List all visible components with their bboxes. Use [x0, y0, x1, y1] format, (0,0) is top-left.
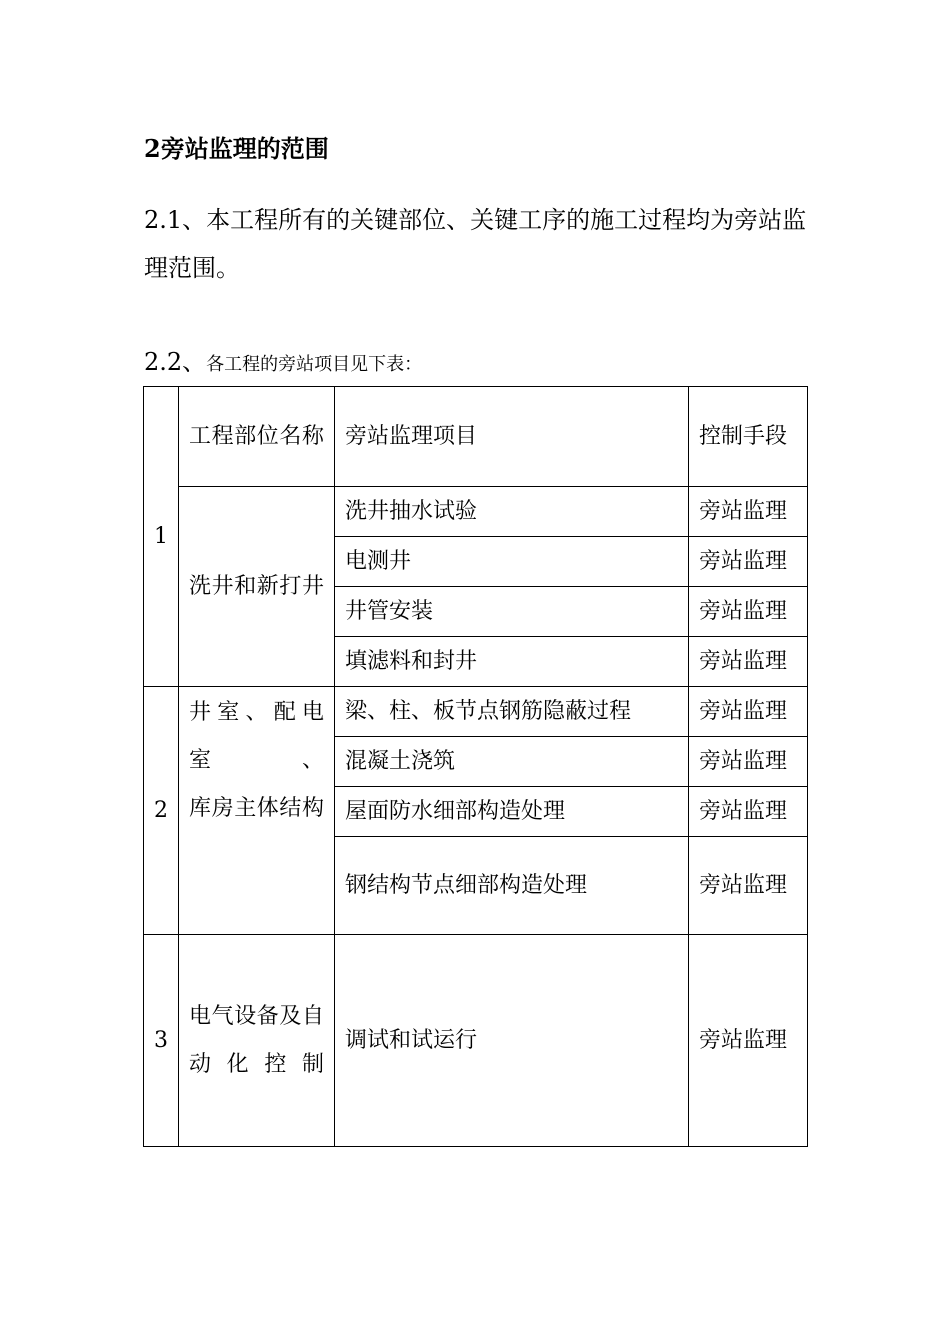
row-number: 1 — [144, 387, 179, 687]
item-cell: 井管安装 — [335, 587, 689, 637]
header-part: 工程部位名称 — [179, 387, 335, 487]
row-number: 2 — [144, 687, 179, 935]
control-cell: 旁站监理 — [689, 737, 808, 787]
part-name: 洗井和新打井 — [179, 487, 335, 687]
control-cell: 旁站监理 — [689, 837, 808, 935]
part-name-line: 井室、配电室、 — [189, 700, 324, 773]
part-name: 电气设备及自动化控制 — [179, 935, 335, 1147]
paragraph-number: 2.2、 — [144, 348, 207, 376]
control-cell: 旁站监理 — [689, 487, 808, 537]
table-row — [144, 687, 808, 737]
item-cell: 屋面防水细部构造处理 — [335, 787, 689, 837]
control-cell: 旁站监理 — [689, 587, 808, 637]
control-cell: 旁站监理 — [689, 935, 808, 1147]
control-cell: 旁站监理 — [689, 637, 808, 687]
paragraph-scope: 2.1、本工程所有的关键部位、关键工序的施工过程均为旁站监理范围。 — [144, 206, 807, 282]
section-heading: 2旁站监理的范围 — [144, 134, 329, 163]
item-cell: 电测井 — [335, 537, 689, 587]
part-name-line: 库房主体结构 — [189, 796, 324, 821]
table-row — [144, 387, 808, 487]
table-row — [144, 935, 808, 1147]
control-cell: 旁站监理 — [689, 787, 808, 837]
item-cell: 混凝土浇筑 — [335, 737, 689, 787]
paragraph-table-intro — [144, 346, 422, 381]
item-cell: 洗井抽水试验 — [335, 487, 689, 537]
paragraph-text: 各工程的旁站项目见下表： — [206, 354, 423, 375]
header-control: 控制手段 — [689, 387, 808, 487]
header-item: 旁站监理项目 — [335, 387, 689, 487]
control-cell: 旁站监理 — [689, 687, 808, 737]
item-cell: 调试和试运行 — [335, 935, 689, 1147]
row-number: 3 — [144, 935, 179, 1147]
item-cell: 钢结构节点细部构造处理 — [335, 837, 689, 935]
item-cell: 填滤料和封井 — [335, 637, 689, 687]
supervision-table — [143, 386, 808, 1147]
table-row — [144, 487, 808, 537]
part-name — [179, 687, 335, 935]
control-cell: 旁站监理 — [689, 537, 808, 587]
item-cell: 梁、柱、板节点钢筋隐蔽过程 — [335, 687, 689, 737]
